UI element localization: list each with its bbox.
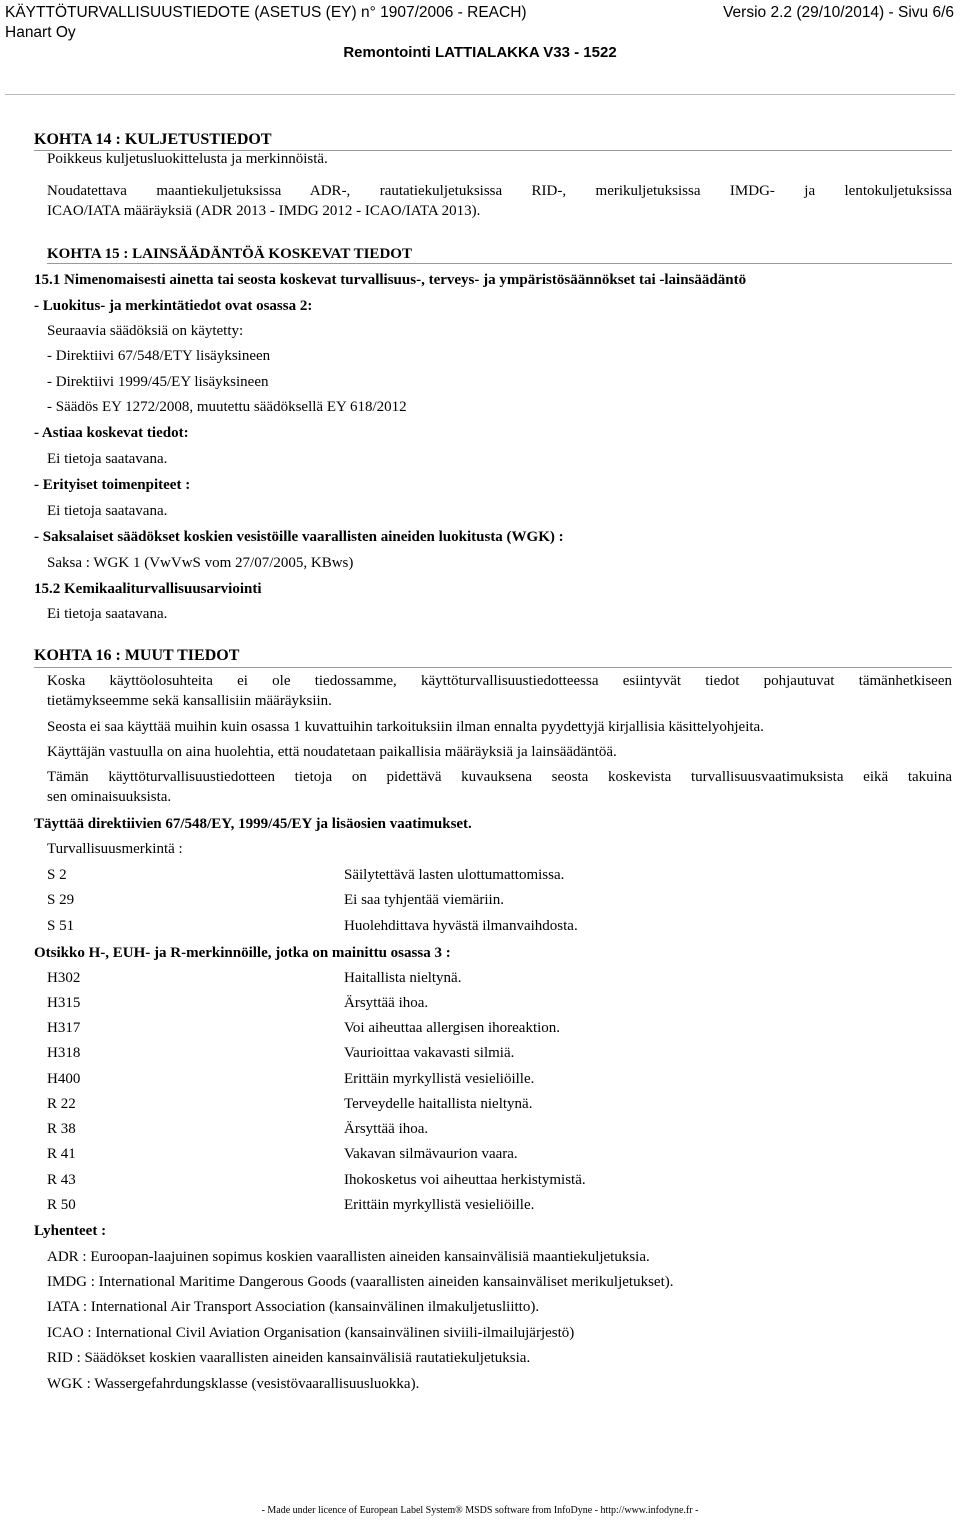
hazard-text: Erittäin myrkyllistä vesieliöille. (344, 1197, 535, 1213)
special-measures-value: Ei tietoja saatavana. (47, 503, 168, 519)
hazard-code: R 22 (47, 1096, 76, 1112)
regulation-item: - Direktiivi 1999/45/EY lisäyksineen (47, 374, 269, 390)
abbreviation-item: RID : Säädökset koskien vaarallisten aineiden kansainvälisiä rautatiekuljetuksia. (47, 1350, 531, 1366)
special-measures-heading: - Erityiset toimenpiteet : (34, 477, 191, 493)
s-phrase-code: S 51 (47, 918, 75, 934)
safety-label-heading: Turvallisuusmerkintä : (47, 841, 183, 857)
chemical-assessment-value: Ei tietoja saatavana. (47, 606, 168, 622)
hazard-text: Ihokosketus voi aiheuttaa herkistymistä. (344, 1172, 586, 1188)
directives-statement: Täyttää direktiivien 67/548/EY, 1999/45/EY ja lisäosien vaatimukset. (34, 816, 472, 832)
hazard-code: H400 (47, 1071, 81, 1087)
hazard-text: Ärsyttää ihoa. (344, 1121, 429, 1137)
hazard-code: H317 (47, 1020, 81, 1036)
hazard-text: Ärsyttää ihoa. (344, 995, 429, 1011)
hazard-code: H315 (47, 995, 81, 1011)
abbreviation-item: ICAO : International Civil Aviation Organisation (kansainvälinen siviili-ilmailujärjestö) (47, 1325, 575, 1341)
s-phrase-text: Säilytettävä lasten ulottumattomissa. (344, 867, 565, 883)
hazard-code: H302 (47, 970, 81, 986)
abbreviation-item: IMDG : International Maritime Dangerous Goods (vaarallisten aineiden kansainväliset merikuljetukset). (47, 1274, 674, 1290)
footer-licence: - Made under licence of European Label System® MSDS software from InfoDyne - http://www.infodyne.fr - (261, 1505, 699, 1516)
section-15-2-heading: 15.2 Kemikaaliturvallisuusarviointi (34, 581, 262, 597)
hazard-code: R 50 (47, 1197, 76, 1213)
regulations-applied-label: Seuraavia säädöksiä on käytetty: (47, 323, 244, 339)
s-phrase-text: Ei saa tyhjentää viemäriin. (344, 892, 504, 908)
s-phrase-text: Huolehdittava hyvästä ilmanvaihdosta. (344, 918, 578, 934)
paragraph-4a: Tämän käyttöturvallisuustiedotteen tietoja on pidettävä kuvauksena seosta koskevista turvallisuusvaatimuksista eikä takuina (47, 769, 952, 785)
product-name: Remontointi LATTIALAKKA V33 - 1522 (343, 44, 617, 61)
section-15-rule (47, 263, 952, 264)
abbreviations-heading: Lyhenteet : (34, 1223, 107, 1239)
section-14-line1: Poikkeus kuljetusluokittelusta ja merkinnöistä. (47, 151, 328, 167)
hazard-phrases-heading: Otsikko H-, EUH- ja R-merkinnöille, jotka on mainittu osassa 3 : (34, 945, 451, 961)
abbreviation-item: IATA : International Air Transport Association (kansainvälinen ilmakuljetusliitto). (47, 1299, 540, 1315)
hazard-text: Terveydelle haitallista nieltynä. (344, 1096, 533, 1112)
section-15-1-heading: 15.1 Nimenomaisesti ainetta tai seosta koskevat turvallisuus-, terveys- ja ympäristösäännökset tai -lainsäädäntö (34, 272, 747, 288)
wgk-value: Saksa : WGK 1 (VwVwS vom 27/07/2005, KBws) (47, 555, 354, 571)
hazard-text: Voi aiheuttaa allergisen ihoreaktion. (344, 1020, 561, 1036)
hazard-text: Haitallista nieltynä. (344, 970, 462, 986)
paragraph-1b: tietämykseemme sekä kansallisiin määräyksiin. (47, 693, 332, 709)
hazard-code: H318 (47, 1045, 81, 1061)
s-phrase-code: S 2 (47, 867, 67, 883)
s-phrase-code: S 29 (47, 892, 75, 908)
paragraph-3: Käyttäjän vastuulla on aina huolehtia, että noudatetaan paikallisia määräyksiä ja lainsäädäntöä. (47, 744, 617, 760)
hazard-text: Vakavan silmävaurion vaara. (344, 1146, 518, 1162)
section-14-line2b: ICAO/IATA määräyksiä (ADR 2013 - IMDG 2012 - ICAO/IATA 2013). (47, 203, 481, 219)
document-title: KÄYTTÖTURVALLISUUSTIEDOTE (ASETUS (EY) n° 1907/2006 - REACH) (5, 4, 527, 21)
container-info-value: Ei tietoja saatavana. (47, 451, 168, 467)
section-16-heading: KOHTA 16 : MUUT TIEDOT (34, 647, 240, 664)
hazard-code: R 38 (47, 1121, 76, 1137)
version-page-info: Versio 2.2 (29/10/2014) - Sivu 6/6 (723, 4, 954, 21)
hazard-code: R 43 (47, 1172, 76, 1188)
abbreviation-item: WGK : Wassergefahrdungsklasse (vesistövaarallisuusluokka). (47, 1376, 420, 1392)
regulation-item: - Säädös EY 1272/2008, muutettu säädöksellä EY 618/2012 (47, 399, 407, 415)
regulation-item: - Direktiivi 67/548/ETY lisäyksineen (47, 348, 271, 364)
paragraph-1a: Koska käyttöolosuhteita ei ole tiedossamme, käyttöturvallisuustiedotteessa esiintyvät tiedot pohjautuvat tämänhetkiseen (47, 673, 952, 689)
abbreviation-item: ADR : Euroopan-laajuinen sopimus koskien vaarallisten aineiden kansainvälisiä maantiekuljetuksia. (47, 1249, 650, 1265)
hazard-code: R 41 (47, 1146, 76, 1162)
section-14-heading: KOHTA 14 : KULJETUSTIEDOT (34, 131, 272, 148)
container-info-heading: - Astiaa koskevat tiedot: (34, 425, 189, 441)
section-15-heading: KOHTA 15 : LAINSÄÄDÄNTÖÄ KOSKEVAT TIEDOT (47, 246, 412, 262)
hazard-text: Erittäin myrkyllistä vesieliöille. (344, 1071, 535, 1087)
wgk-heading: - Saksalaiset säädökset koskien vesistöille vaarallisten aineiden luokitusta (WGK) : (34, 529, 564, 545)
section-14-line2a: Noudatettava maantiekuljetuksissa ADR-, rautatiekuljetuksissa RID-, merikuljetuksissa IMDG- ja lentokuljetuksissa (47, 183, 952, 199)
company-name: Hanart Oy (5, 24, 76, 41)
header-divider (5, 94, 955, 95)
hazard-text: Vaurioittaa vakavasti silmiä. (344, 1045, 515, 1061)
classification-note: - Luokitus- ja merkintätiedot ovat osassa 2: (34, 298, 313, 314)
paragraph-2: Seosta ei saa käyttää muihin kuin osassa 1 kuvattuihin tarkoituksiin ilman ennalta pyydettyjä kirjallisia käsittelyohjeita. (47, 719, 764, 735)
paragraph-4b: sen ominaisuuksista. (47, 789, 172, 805)
section-16-rule (34, 667, 952, 668)
